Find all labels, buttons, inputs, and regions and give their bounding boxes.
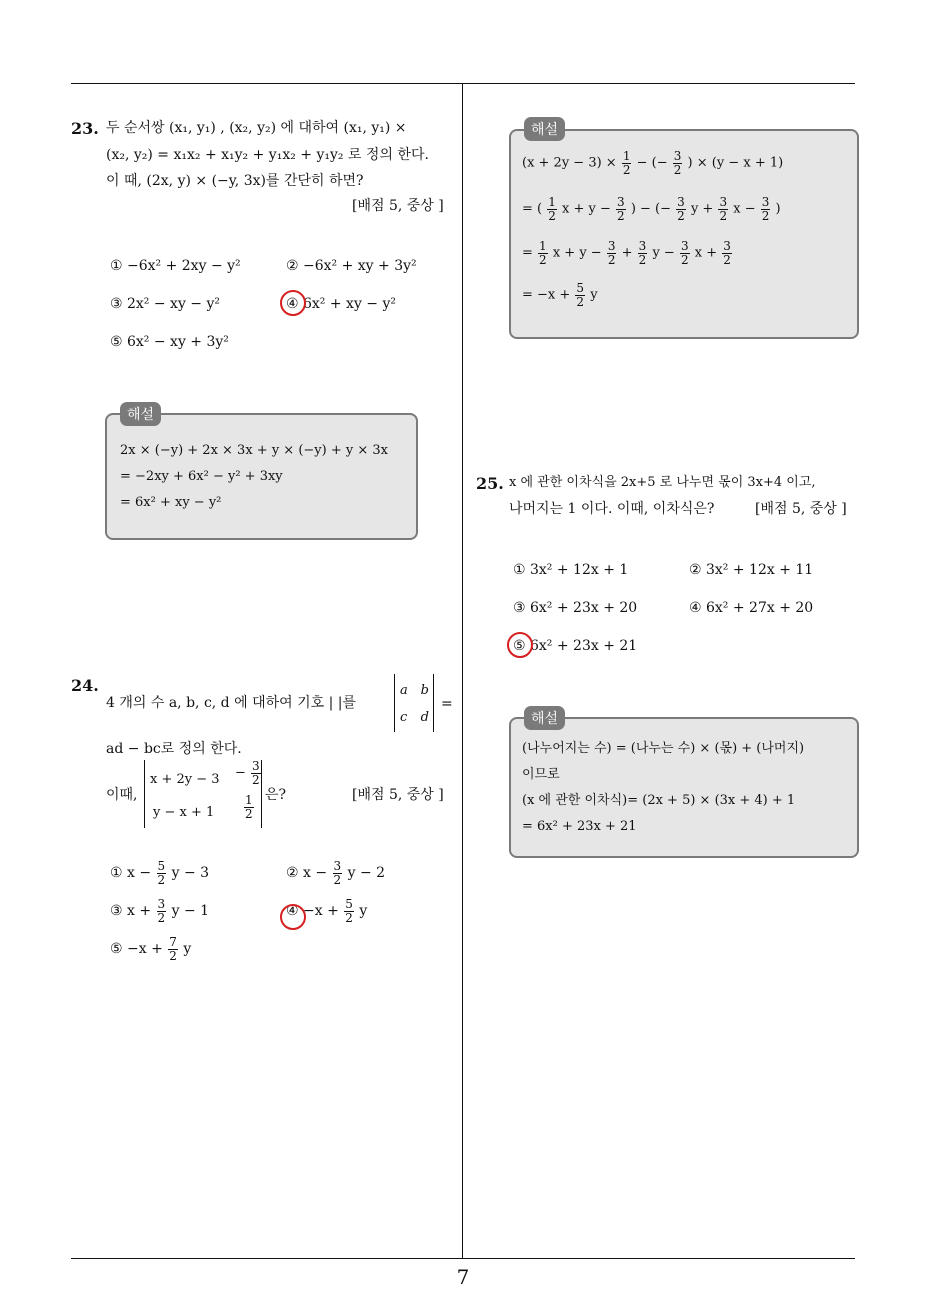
q23-line3: 이 때, (2x, y) × (−y, 3x)를 간단히 하면? — [106, 173, 364, 189]
sol1-post: ) × (y − x + 1) — [687, 155, 784, 171]
q24-option-3[interactable] — [110, 898, 209, 924]
m22 — [243, 794, 255, 820]
sol4-den: 2 — [576, 294, 585, 309]
q24-option-5[interactable] — [110, 936, 191, 962]
sol2-f: ) — [775, 201, 781, 217]
sol3-den2: 2 — [607, 252, 616, 267]
sol1-den2: 2 — [673, 162, 682, 177]
q23-option-3[interactable]: ③ 2x² − xy − y² — [110, 296, 221, 312]
q24-equals: = — [441, 696, 453, 712]
sol1-den1: 2 — [622, 162, 631, 177]
sol3-den3: 2 — [638, 252, 647, 267]
q24-solution-tag: 해설 — [524, 117, 565, 141]
q25-score: [배점 5, 중상 ] — [755, 501, 847, 517]
sol2-num4: 3 — [719, 195, 728, 209]
q24-solution-line4 — [522, 282, 598, 308]
top-rule — [71, 83, 855, 84]
sol2-a: x + y − — [562, 201, 611, 217]
q24-symbol-determinant — [394, 674, 434, 732]
sol2-c: y + — [690, 201, 714, 217]
sol3-num4: 3 — [680, 239, 689, 253]
q24-opt3-num: 3 — [157, 897, 166, 911]
m12-num: 3 — [252, 759, 260, 773]
q24-line2: ad − bc로 정의 한다. — [106, 741, 242, 757]
q24-opt5-num: 7 — [169, 935, 177, 949]
q23-option-5[interactable]: ⑤ 6x² − xy + 3y² — [110, 334, 229, 350]
q23-line1: 두 순서쌍 (x₁, y₁) , (x₂, y₂) 에 대하여 (x₁, y₁) × — [106, 120, 407, 136]
q24-line3-post: 은? — [265, 787, 287, 803]
q25-solution-line3: (x 에 관한 이차식)= (2x + 5) × (3x + 4) + 1 — [522, 793, 796, 808]
q23-solution-line3: = 6x² + xy − y² — [120, 495, 222, 510]
q24-opt2-den: 2 — [333, 872, 342, 887]
q24-opt4-post: y — [359, 903, 368, 920]
m12-den: 2 — [252, 772, 260, 787]
q25-option-1[interactable]: ① 3x² + 12x + 1 — [513, 562, 629, 578]
q23-line2: (x₂, y₂) = x₁x₂ + x₁y₂ + y₁x₂ + y₁y₂ 로 정의 한다. — [106, 147, 429, 163]
q24-opt3-post: y − 1 — [171, 903, 210, 920]
q24-opt2-post: y − 2 — [347, 865, 386, 882]
sol2-e: x − — [733, 201, 756, 217]
bottom-rule — [71, 1258, 855, 1259]
q25-solution-line2: 이므로 — [522, 767, 560, 782]
det-d: d — [420, 710, 429, 725]
q25-line2: 나머지는 1 이다. 이때, 이차식은? — [509, 501, 715, 517]
q23-solution-tag: 해설 — [120, 402, 161, 426]
q24-option-2[interactable] — [286, 860, 385, 886]
m12 — [235, 760, 262, 786]
sol2-num3: 3 — [677, 195, 685, 209]
det-c: c — [400, 710, 408, 725]
m22-num: 1 — [245, 793, 253, 807]
q24-opt4-pre: ④ −x + — [286, 903, 339, 920]
q25-line1: x 에 관한 이차식을 2x+5 로 나누면 몫이 3x+4 이고, — [509, 475, 816, 490]
sol1-num2: 3 — [673, 149, 682, 163]
q25-solution-tag: 해설 — [524, 706, 565, 730]
m11: x + 2y − 3 — [150, 772, 220, 787]
q23-solution-line1: 2x × (−y) + 2x × 3x + y × (−y) + y × 3x — [120, 443, 388, 458]
sol3-c: y − — [652, 245, 675, 261]
m22-den: 2 — [245, 806, 253, 821]
det-a: a — [400, 683, 408, 698]
q23-solution-line2: = −2xy + 6x² − y² + 3xy — [120, 469, 283, 484]
sol4-post: y — [590, 287, 598, 303]
sol3-a: x + y − — [552, 245, 602, 261]
q25-option-2[interactable]: ② 3x² + 12x + 11 — [689, 562, 814, 578]
sol2-den2: 2 — [617, 208, 625, 223]
sol2-den4: 2 — [719, 208, 728, 223]
q24-solution-line2 — [522, 196, 781, 222]
sol2-num5: 3 — [761, 195, 770, 209]
q24-score: [배점 5, 중상 ] — [352, 787, 444, 803]
q24-opt1-num: 5 — [157, 859, 166, 873]
q23-score: [배점 5, 중상 ] — [352, 198, 444, 214]
q24-line3-pre: 이때, — [106, 787, 138, 803]
q24-opt1-den: 2 — [157, 872, 166, 887]
q24-opt5-pre: ⑤ −x + — [110, 941, 163, 958]
q24-matrix — [144, 760, 262, 828]
q25-number: 25. — [476, 474, 504, 493]
q24-opt1-post: y − 3 — [171, 865, 210, 882]
sol4-pre: = −x + — [522, 287, 571, 303]
page-number: 7 — [456, 1265, 470, 1289]
q25-answer-mark — [507, 632, 533, 658]
sol3-pre: = — [522, 245, 533, 261]
q23-option-1[interactable]: ① −6x² + 2xy − y² — [110, 258, 241, 274]
sol2-num2: 3 — [617, 195, 625, 209]
sol3-den1: 2 — [539, 252, 547, 267]
sol3-num1: 1 — [539, 239, 547, 253]
sol3-den4: 2 — [680, 252, 689, 267]
sol4-num: 5 — [576, 281, 585, 295]
q23-option-4[interactable]: ④ 6x² + xy − y² — [286, 296, 397, 312]
det-b: b — [420, 683, 429, 698]
q24-opt5-post: y — [183, 941, 192, 958]
q24-solution-line1 — [522, 150, 783, 176]
q23-answer-mark — [280, 290, 306, 316]
sol2-num1: 1 — [548, 195, 556, 209]
sol3-num2: 3 — [607, 239, 616, 253]
m21: y − x + 1 — [153, 805, 215, 820]
sol3-num5: 3 — [723, 239, 731, 253]
sol2-den1: 2 — [548, 208, 556, 223]
sol3-num3: 3 — [638, 239, 647, 253]
sol3-e: x + — [694, 245, 718, 261]
q25-option-4[interactable]: ④ 6x² + 27x + 20 — [689, 600, 814, 616]
q24-option-1[interactable] — [110, 860, 209, 886]
q25-solution-box — [509, 717, 859, 858]
q24-number: 24. — [71, 676, 99, 695]
column-divider — [462, 84, 463, 1259]
q24-opt2-pre: ② x − — [286, 865, 328, 882]
q24-opt3-den: 2 — [157, 910, 166, 925]
q25-option-5[interactable]: ⑤ 6x² + 23x + 21 — [513, 638, 638, 654]
q24-opt2-num: 3 — [333, 859, 342, 873]
q24-opt3-pre: ③ x + — [110, 903, 152, 920]
q24-opt5-den: 2 — [169, 948, 177, 963]
m12-sign: − — [235, 765, 246, 781]
q23-number: 23. — [71, 119, 99, 138]
sol2-b: ) − (− — [630, 201, 672, 217]
q24-opt4-den: 2 — [345, 910, 353, 925]
sol1-mid: − (− — [636, 155, 668, 171]
q24-opt4-num: 5 — [345, 897, 353, 911]
sol2-den3: 2 — [677, 208, 685, 223]
sol2-den5: 2 — [761, 208, 770, 223]
q25-solution-line1: (나누어지는 수) = (나누는 수) × (몫) + (나머지) — [522, 741, 805, 756]
sol3-den5: 2 — [723, 252, 731, 267]
q24-line1: 4 개의 수 a, b, c, d 에 대하여 기호 | |를 — [106, 695, 356, 711]
sol1-num1: 1 — [622, 149, 631, 163]
sol3-b: + — [621, 245, 633, 261]
q25-solution-line4: = 6x² + 23x + 21 — [522, 819, 637, 834]
sol2-pre: = ( — [522, 201, 543, 217]
q24-opt1-pre: ① x − — [110, 865, 152, 882]
q25-option-3[interactable]: ③ 6x² + 23x + 20 — [513, 600, 638, 616]
sol1-pre: (x + 2y − 3) × — [522, 155, 617, 171]
q24-solution-line3 — [522, 240, 733, 266]
q23-option-2[interactable]: ② −6x² + xy + 3y² — [286, 258, 417, 274]
q24-answer-mark — [280, 904, 306, 930]
